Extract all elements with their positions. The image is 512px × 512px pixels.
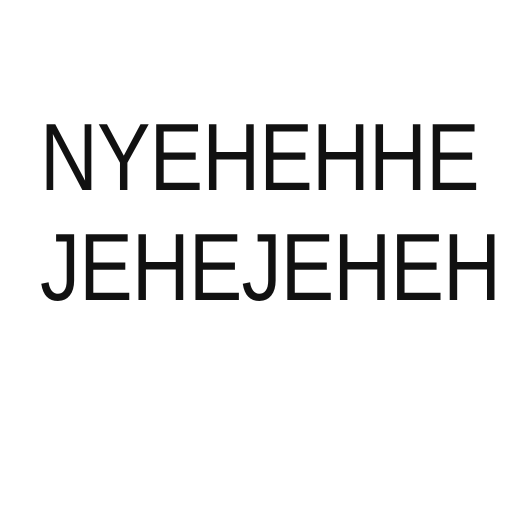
text-line-2: JEHEJEHEH	[40, 214, 501, 321]
text-line-1: NYEHEHHE	[40, 104, 479, 211]
